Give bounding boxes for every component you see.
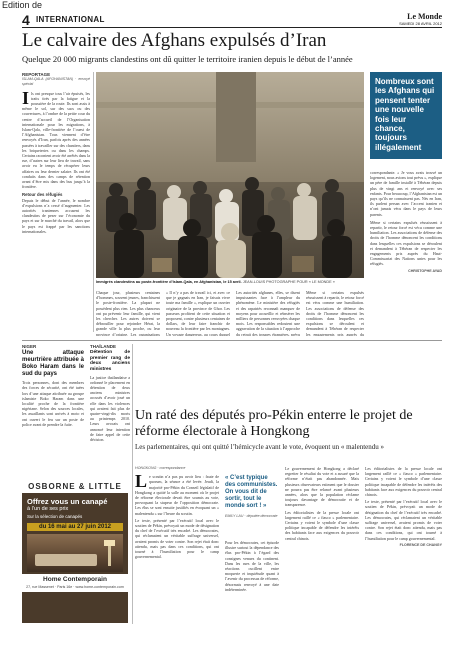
brief-niger-body: Trois personnes, dont des membres des forces de sécurité, ont été tuées lors d’une attaque attribuée au groupe islamiste Boko Haram dans une localité proche de la frontière nigériane. Selon des sources locales, les assaillants sont arrivés à moto et ont ouvert le feu sur un poste de police avant de prendre la fuite. [22,380,84,427]
lead-body-3: « Il n’y a pas de travail ici, et avec ce que je gagnais en Iran, je faisais vivre toute ma famille », explique un ouvrier originaire de la province de Ghor. Les passeurs profitent de cette situation et proposent, contre plusieurs centaines de dollars, de leur faire franchir de nouveau la frontière par les montagnes. Un voyage dangereux, au cours duquel [166,290,230,336]
lead-body-2: Chaque jour, plusieurs centaines d’hommes, souvent jeunes, franchissent le poste-frontière. La plupart ne possèdent plus rien. Les plus chanceux ont pu prévenir leur famille, qui vient les chercher. Les autres doivent se débrouiller pour rejoindre Hérat, la grande ville la plus proche, ou leur province d’origine. Les organisations [96,290,160,336]
ad-brand: OSBORNE & LITTLE [22,480,128,493]
photo-caption [96,280,364,285]
brief-niger-kicker: NIGER [22,344,37,349]
lead-signature: CHRISTOPHE AYAD [408,268,442,273]
lead-column-3 [166,290,230,336]
lead-column-4b [306,290,364,336]
lead-column-4 [236,290,300,336]
brief-niger-title: Une attaque meurtrière attribuée à Boko Haram dans le sud du pays [22,350,84,378]
hk-body-1b: Le texte, présenté par l’exécutif local avec le soutien de Pékin, prévoyait un mode de désignation du chef de l’exécutif très encadré. Les démocrates, qui réclamaient un véritable suffrage universel, avaient promis de voter contre. Son rejet était donc attendu, mais pas dans ces conditions, qui ont tourné à l’humiliation pour le camp gouvernemental. [135,517,219,560]
lead-title: Le calvaire des Afghans expulsés d’Iran [22,30,327,51]
column-divider [132,344,133,624]
hk-column-3 [285,466,359,626]
lead-body-1b: Depuis le début de l’année, le nombre d’expulsions n’a cessé d’augmenter. Les autorités iraniennes accusent les clandestins de peser sur l’économie du pays et sur le marché du travail, alors que le pays est frappé par les sanctions internationales. [22,197,90,234]
hk-body-3b: Les éditorialistes de la presse locale ont largement raillé ce « fiasco » parlementaire. Certains y voient le symbole d’une classe politique incapable de défendre les intérêts des habitants face aux exigences du pouvoir central chinois. [285,509,359,541]
brief-niger [22,344,84,476]
hk-body-1: e scrutin n’a pas pu avoir lieu : faute de quorum, la séance a été levée. Jeudi, la majorité pro-Pékin du Conseil législatif de Hongkong a quitté la salle au moment où le projet de réforme électorale devait être soumis au vote, provoquant la stupeur de l’opposition démocrate. Les élus se sont ensuite justifiés en évoquant un « malentendu » sur l’heure du scrutin. [135,474,219,516]
lead-body-5: correspondante. « Je vous avais trouvé un logement, nous avions tout prévu », explique un père de famille installé à Téhéran depuis plus de vingt ans et renvoyé avec ses enfants. Pour beaucoup, l’Afghanistan est un pays qu’ils ne connaissent pas. Nés en Iran, ils parlent persan avec l’accent iranien et n’ont jamais vécu dans le pays de leurs parents. [370,170,442,217]
hk-pull-quote-text: « C’est typique des communistes. On vous dit de sortir, tout le monde sort ! » [225,475,278,509]
ad-store: Home Contemporain [22,574,128,585]
lead-callout: Nombreux sont les Afghans qui pensent tenter une nouvelle fois leur chance, toujours illégalement [370,72,442,159]
ad-room-image [27,534,123,572]
lead-photo [96,72,364,278]
lead-subtitle: Quelque 20 000 migrants clandestins ont dû quitter le territoire iranien depuis le début de l’année [22,54,353,64]
ad-offer-line2: à l’un de ses prix [27,506,69,512]
ad-offer-line3: Sur la sélection de canapés [27,514,83,519]
lead-subhead: Retour des réfugiés [22,192,63,198]
hk-body-4: Les éditorialistes de la presse locale ont largement raillé ce « fiasco » parlementaire. Certains y voient le symbole d’une classe politique incapable de défendre les intérêts des habitants face aux exigences du pouvoir central chinois. [365,466,442,498]
lamp-illustration [108,544,111,566]
hk-subtitle: Les parlementaires, qui ont quitté l’hémicycle avant le vote, évoquent un « malentendu » [135,443,385,451]
hk-pull-quote [225,475,279,520]
section-divider [22,340,442,341]
hk-title: Un raté des députés pro-Pékin enterre le projet de réforme électorale à Hongkong [135,408,413,439]
brief-thailand-kicker: THAÏLANDE [90,344,116,349]
masthead [22,12,442,28]
lead-body-4: Les autorités afghanes, elles, se disent impuissantes face à l’ampleur du phénomène. Le ministère des réfugiés et des rapatriés reconnaît manquer de moyens pour accueillir et réinsérer les milliers de personnes renvoyées chaque mois. Les responsables redoutent une aggravation de la situation à l’approche du retrait des troupes étrangères, prévu [236,290,300,336]
page-number: 4 [22,12,30,28]
lead-column-5 [370,170,442,336]
hk-body-4b: Le texte, présenté par l’exécutif local avec le soutien de Pékin, prévoyait un mode de désignation du chef de l’exécutif très encadré. Les démocrates, qui réclamaient un véritable suffrage universel, avaient promis de voter contre. Son rejet était donc attendu, mais pas dans ces conditions, qui ont tourné à l’humiliation pour le camp gouvernemental. [365,499,442,541]
lead-body-6: Même si certains expulsés réussissent à repartir, le retour forcé est vécu comme une humiliation. Les associations de défense des droits de l’homme dénoncent les conditions dans lesquelles ces expulsions se déroulent et demandent à Téhéran de respecter les engagements pris auprès du Haut-Commissariat des Nations unies pour les réfugiés. [370,219,442,267]
lead-kicker: REPORTAGE [22,72,51,77]
lead-byline: ISLAM-QALA (AFGHANISTAN) · envoyé spécial [22,77,90,87]
sofa-illustration [35,554,97,566]
lead-body-1: ls ont presque tous l’air épuisés, les traits tirés par la fatigue et la poussière de la route. Ils sont assis à même le sol, sur des sacs ou des couvertures, à l’ombre de la petite cour du centre d’accueil de l’Organisation internationale pour les migrations, à Islam-Qala, ville-frontière de l’ouest de l’Afghanistan. Tous viennent d’être renvoyés d’Iran, parfois après des années passées à travailler sur des chantiers, dans les briqueteries ou dans les champs. Certains racontent avoir été arrêtés dans la rue, d’autres sur leur lieu de travail, sans avoir eu le temps de récupérer leurs affaires ou leur dernier salaire. Ils ont été conduits dans des camps de rétention avant d’être mis dans des bus jusqu’à la frontière. [22,90,90,190]
hk-body-3: Le gouvernement de Hongkong a déclaré regretter le résultat du vote et a assuré que la réforme n’était pas abandonnée. Mais plusieurs observateurs estiment que le dossier ne pourra pas être relancé avant plusieurs années, alors que la population réclame toujours davantage de démocratie et de transparence. [285,466,359,508]
paper-date: SAMEDI 28 AVRIL 2012 [399,21,442,26]
hk-dropcap: L [135,471,148,492]
ad-dates: du 16 mai au 27 juin 2012 [27,523,123,531]
ad-address: 27, rue Massenet · Paris 16e · www.home-contemporain.com [22,585,128,592]
lead-dropcap: I [22,87,30,108]
ad-offer: Offrez vous un canapé [27,497,108,506]
hk-pull-quote-author: EMILY LAU · députée démocrate [225,514,278,518]
brief-thailand [90,344,130,476]
hk-byline: HONGKONG · correspondance [135,466,186,470]
photo-caption-credit: JEAN-LOUIS PHOTOGRAPHE POUR « LE MONDE » [242,280,335,284]
edition-label: Edition de [2,0,43,10]
hk-column-2 [225,540,279,626]
hk-body-2: Pour les démocrates, cet épisode illustre surtout la dépendance des élus pro-Pékin à l’égard des consignes venues du continent. Dans les rues de la ville, les réactions oscillent entre moquerie et inquiétude quant à l’avenir du processus de réforme, désormais renvoyé à une date indéterminée. [225,540,279,592]
advertisement[interactable] [22,480,128,623]
lead-body-4b: Même si certains expulsés réussissent à repartir, le retour forcé est vécu comme une humiliation. Les associations de défense des droits de l’homme dénoncent les conditions dans lesquelles ces expulsions se déroulent et demandent à Téhéran de respecter les engagements pris auprès du [306,290,364,336]
photo-caption-text: Immigrés clandestins au poste-frontière d’Islam-Qala, en Afghanistan, le 15 avril. [96,280,242,284]
column-divider [93,72,94,332]
paper-name: Le Monde [407,12,442,21]
brief-thailand-body: La justice thaïlandaise a ordonné le placement en détention de deux anciens ministres accusés d’avoir joué un rôle dans les violences qui avaient fait plus de quatre-vingt-dix morts au printemps 2010. Leurs avocats ont annoncé leur intention de faire appel de cette décision. [90,374,130,443]
lead-column-1 [22,72,90,332]
lead-column-2 [96,290,160,336]
hk-column-4 [365,466,442,626]
lampshade-illustration [104,540,115,546]
section-label: INTERNATIONAL [36,15,105,24]
hk-column-1 [135,466,219,626]
brief-thailand-title: Détention de premier rang de deux anciens ministres [90,350,130,372]
hk-signature: FLORENCE DE CHANGY [399,542,442,547]
photo-illustration [96,72,364,278]
